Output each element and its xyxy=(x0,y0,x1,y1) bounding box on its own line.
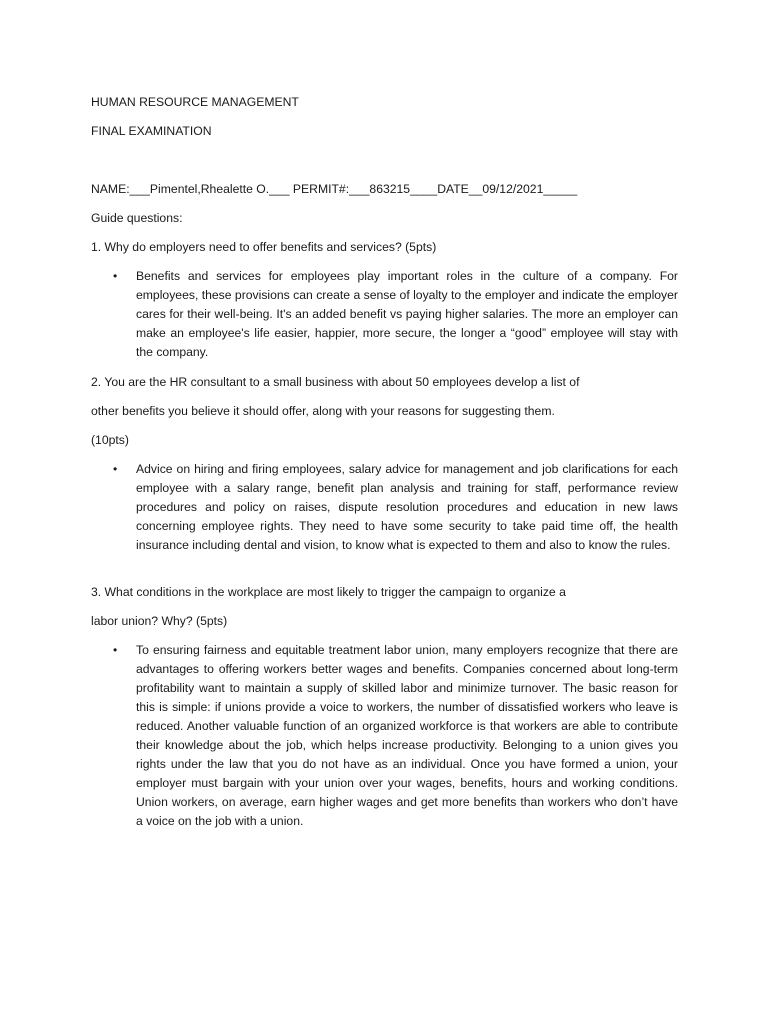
question-3-line-1: 3. What conditions in the workplace are most likely to trigger the campaign to organize a xyxy=(91,585,566,599)
bullet-icon: • xyxy=(113,462,118,476)
answer-3 xyxy=(91,641,678,831)
answer-2 xyxy=(91,460,678,555)
question-1: 1. Why do employers need to offer benefits and services? (5pts) xyxy=(91,240,437,254)
question-2-line-1: 2. You are the HR consultant to a small business with about 50 employees develop a list of xyxy=(91,375,580,389)
question-2-points: (10pts) xyxy=(91,433,129,447)
bullet-icon: • xyxy=(113,269,118,283)
bullet-icon: • xyxy=(113,643,118,657)
answer-2-text: Advice on hiring and firing employees, salary advice for management and job clarifications for each employee with a salary range, benefit plan analysis and training for staff, performance review procedures and policy on raises, dispute resolution procedures and education in new laws concerning employee rights. They need to have some security to take paid time off, the health insurance including dental and vision, to know what is expected to them and also to know the rules. xyxy=(136,462,678,552)
answer-3-text: To ensuring fairness and equitable treatment labor union, many employers recognize that there are advantages to offering workers better wages and benefits. Companies concerned about long-term profitability want to maintain a supply of skilled labor and minimize turnover. The basic reason for this is simple: if unions provide a voice to workers, the number of dissatisfied workers who leave is reduced. Another valuable function of an organized workforce is that workers are able to contribute their knowledge about the job, which helps increase productivity. Belonging to a union gives you rights under the law that you do not have as an individual. Once you have formed a union, your employer must bargain with your union over your wages, benefits, hours and working conditions. Union workers, on average, earn higher wages and get more benefits than workers who don’t have a voice on the job with a union. xyxy=(136,643,678,828)
answer-1-text: Benefits and services for employees play important roles in the culture of a company. For employees, these provisions can create a sense of loyalty to the employer and indicate the employer cares for their well-being. It's an added benefit vs paying higher salaries. The more an employer can make an employee's life easier, happier, more secure, the longer a “good” employee will stay with the company. xyxy=(136,269,678,359)
question-2-line-2: other benefits you believe it should offer, along with your reasons for suggesting them. xyxy=(91,404,555,418)
guide-heading: Guide questions: xyxy=(91,211,183,225)
answer-1 xyxy=(91,267,678,362)
exam-title: FINAL EXAMINATION xyxy=(91,124,212,138)
student-identity-line: NAME:___Pimentel,Rhealette O.___ PERMIT#:___863215____DATE__09/12/2021_____ xyxy=(91,182,578,196)
course-title: HUMAN RESOURCE MANAGEMENT xyxy=(91,95,299,109)
question-3-line-2: labor union? Why? (5pts) xyxy=(91,614,228,628)
